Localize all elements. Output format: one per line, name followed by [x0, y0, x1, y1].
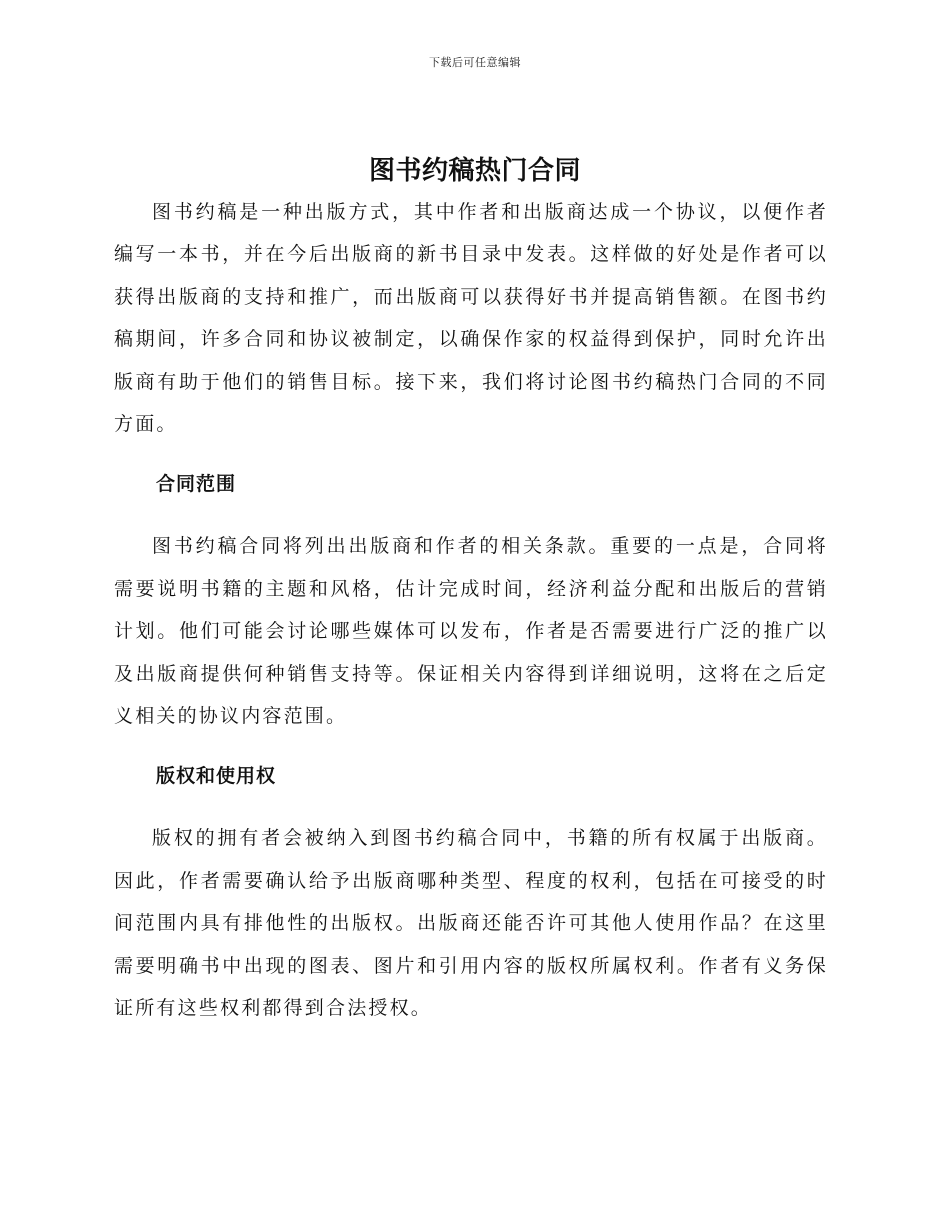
- section-body-copyright: 版权的拥有者会被纳入到图书约稿合同中，书籍的所有权属于出版商。因此，作者需要确认给予出版商哪种类型、程度的权利，包括在可接受的时间范围内具有排他性的出版权。出版商还能否许可其他人使用作品？在这里需要明确书中出现的图表、图片和引用内容的版权所属权利。作者有义务保证所有这些权利都得到合法授权。: [114, 827, 828, 1020]
- section-heading-scope: 合同范围: [156, 473, 237, 496]
- document-title: 图书约稿热门合同: [368, 156, 581, 186]
- intro-paragraph: 图书约稿是一种出版方式，其中作者和出版商达成一个协议，以便作者编写一本书，并在今后出版商的新书目录中发表。这样做的好处是作者可以获得出版商的支持和推广，而出版商可以获得好书并提高销售额。在图书约稿期间，许多合同和协议被制定，以确保作家的权益得到保护，同时允许出版商有助于他们的销售目标。接下来，我们将讨论图书约稿热门合同的不同方面。: [114, 201, 828, 436]
- document-body: [114, 191, 828, 1030]
- page-header: 下载后可任意编辑: [429, 56, 521, 69]
- section-heading-copyright: 版权和使用权: [156, 765, 277, 788]
- section-body-scope: 图书约稿合同将列出出版商和作者的相关条款。重要的一点是，合同将需要说明书籍的主题和风格，估计完成时间，经济利益分配和出版后的营销计划。他们可能会讨论哪些媒体可以发布，作者是否需要进行广泛的推广以及出版商提供何种销售支持等。保证相关内容得到详细说明，这将在之后定义相关的协议内容范围。: [114, 535, 828, 728]
